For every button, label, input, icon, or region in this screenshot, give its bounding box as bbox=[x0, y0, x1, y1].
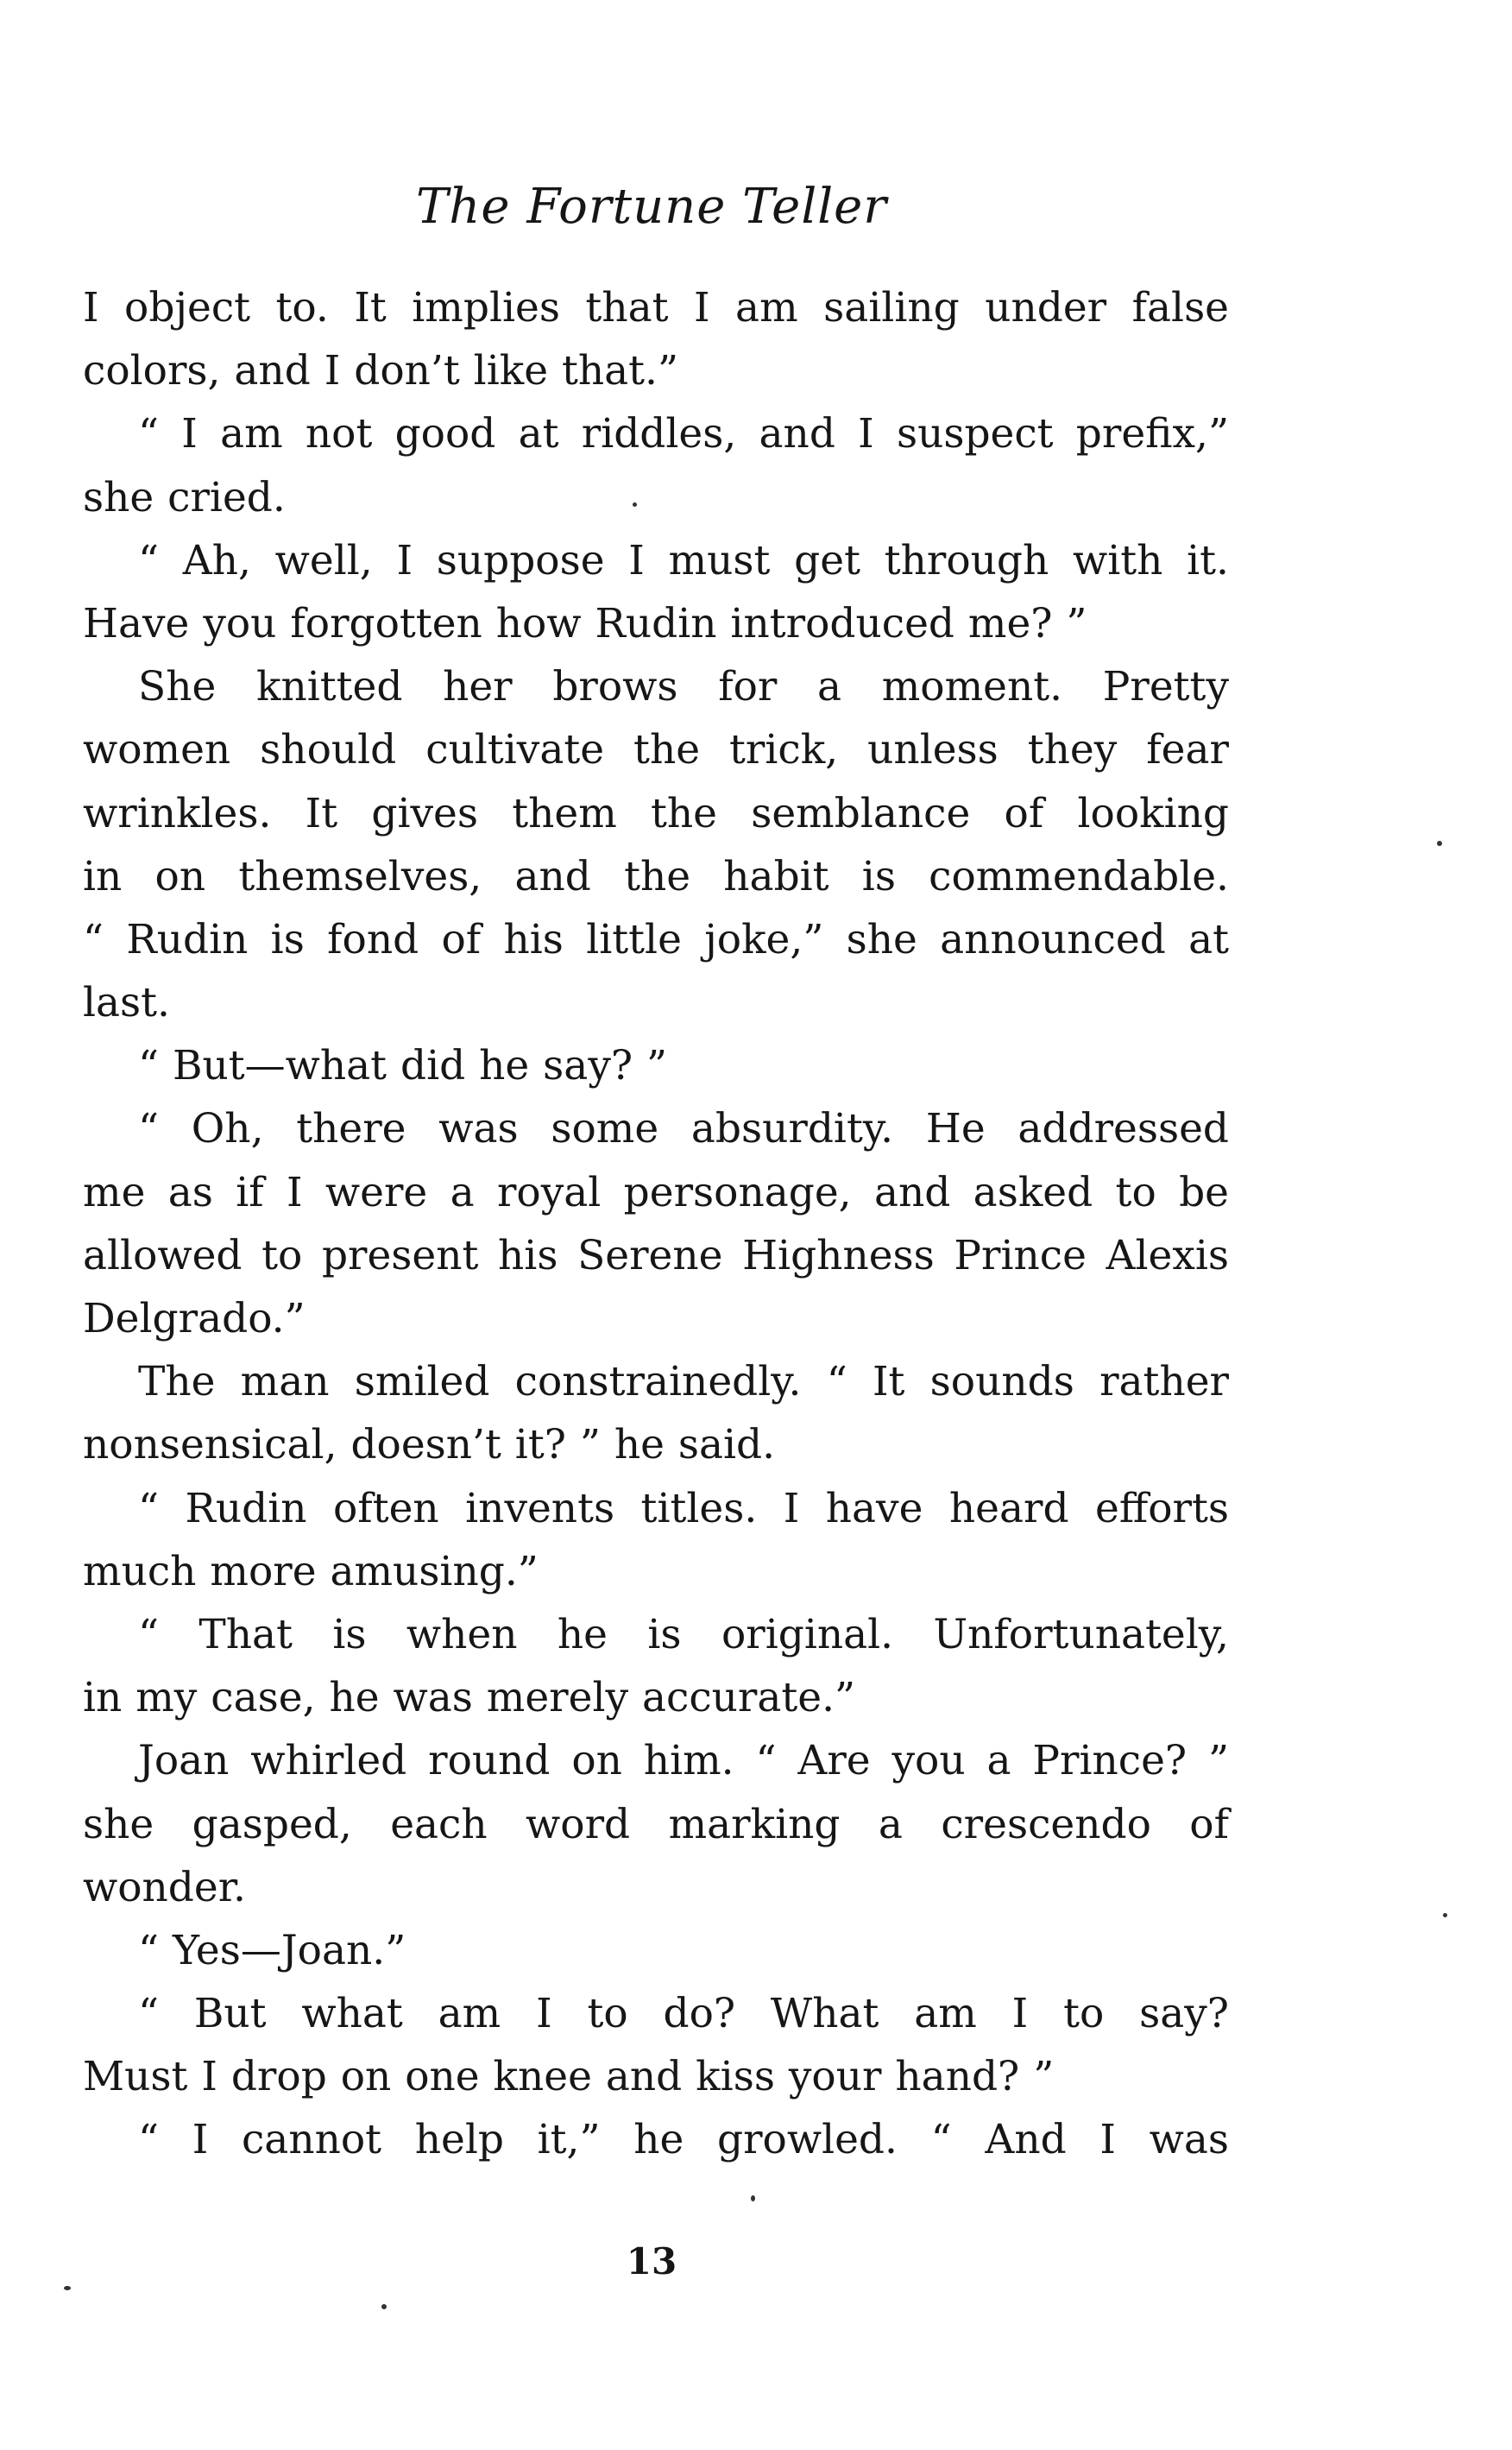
text-line: allowed to present his Serene Highness Prince Alexis bbox=[83, 1231, 1229, 1279]
text-line: Have you forgotten how Rudin introduced me? ” bbox=[83, 599, 1087, 647]
text-line: much more amusing.” bbox=[83, 1547, 539, 1595]
text-line: Delgrado.” bbox=[83, 1295, 306, 1342]
text-line: “ Rudin is fond of his little joke,” she announced at bbox=[83, 915, 1229, 963]
text-line: Must I drop on one knee and kiss your hand? ” bbox=[83, 2053, 1055, 2101]
text-line: “ Rudin often invents titles. I have heard efforts bbox=[138, 1484, 1229, 1532]
text-line: “ That is when he is original. Unfortunately, bbox=[138, 1610, 1229, 1658]
running-head: The Fortune Teller bbox=[415, 179, 888, 235]
text-line: The man smiled constrainedly. “ It sounds rather bbox=[138, 1358, 1229, 1406]
text-line: women should cultivate the trick, unless they fear bbox=[83, 726, 1229, 774]
scan-speck bbox=[751, 2195, 755, 2201]
text-line: Joan whirled round on him. “ Are you a Prince? ” bbox=[138, 1737, 1229, 1785]
text-line: “ Ah, well, I suppose I must get through with it. bbox=[138, 536, 1229, 584]
scan-speck bbox=[381, 2304, 387, 2309]
text-line: nonsensical, doesn’t it? ” he said. bbox=[83, 1421, 776, 1469]
text-line: wonder. bbox=[83, 1863, 246, 1911]
scan-speck bbox=[64, 2286, 71, 2290]
text-line: last. bbox=[83, 979, 170, 1027]
scan-speck bbox=[1443, 1913, 1447, 1917]
scan-speck bbox=[633, 502, 637, 507]
body-text bbox=[83, 276, 1229, 2172]
text-line: “ Yes—Joan.” bbox=[138, 1926, 406, 1974]
text-line: she gasped, each word marking a crescendo of bbox=[83, 1800, 1229, 1848]
text-line: She knitted her brows for a moment. Pretty bbox=[138, 663, 1229, 711]
text-line: “ I cannot help it,” he growled. “ And I was bbox=[138, 2116, 1229, 2164]
text-line: “ Oh, there was some absurdity. He addressed bbox=[138, 1105, 1229, 1153]
text-line: in on themselves, and the habit is commendable. bbox=[83, 852, 1229, 900]
text-line: she cried. bbox=[83, 473, 286, 521]
text-line: “ I am not good at riddles, and I suspect prefix,” bbox=[138, 410, 1229, 458]
text-line: I object to. It implies that I am sailing under false bbox=[83, 284, 1229, 332]
text-line: me as if I were a royal personage, and asked to be bbox=[83, 1168, 1229, 1216]
text-line: in my case, he was merely accurate.” bbox=[83, 1674, 856, 1722]
page-number: 13 bbox=[626, 2240, 677, 2283]
text-line: colors, and I don’t like that.” bbox=[83, 347, 678, 395]
text-line: “ But what am I to do? What am I to say? bbox=[138, 1990, 1229, 2038]
scan-speck bbox=[1437, 841, 1442, 846]
text-line: “ But—what did he say? ” bbox=[138, 1042, 668, 1090]
text-line: wrinkles. It gives them the semblance of looking bbox=[83, 789, 1229, 837]
